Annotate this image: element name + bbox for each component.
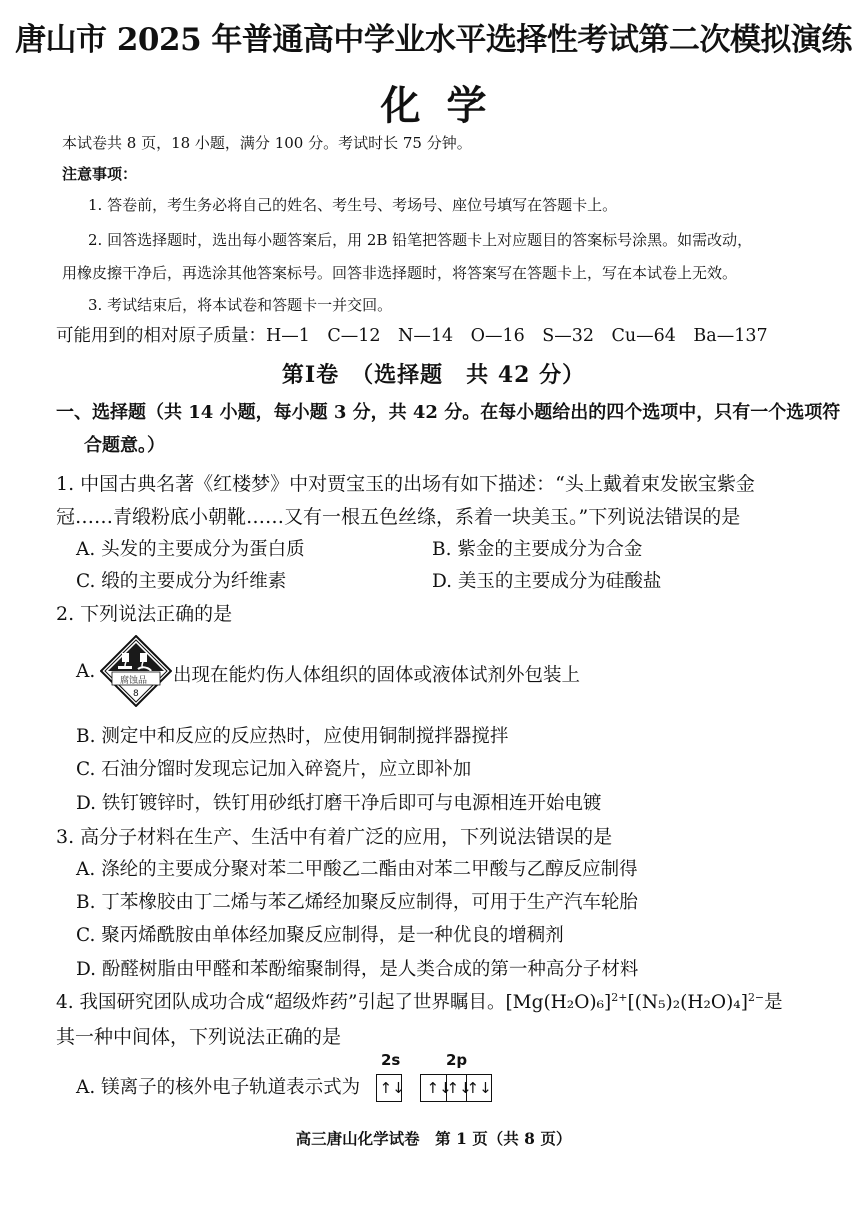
q2-option-a-prefix: A.	[76, 661, 96, 682]
q4-stem-line1	[56, 988, 783, 1014]
q4-stem-text: 4. 我国研究团队成功合成“超级炸药”引起了世界瞩目。	[56, 992, 506, 1013]
q4-charge-2: 2−	[747, 990, 765, 1004]
note-2: 2. 回答选择题时，选出每小题答案后，用 2B 铅笔把答题卡上对应题目的答案标号涂黑。如需改动，	[88, 231, 753, 249]
orbital-2s-label: 2s	[381, 1051, 401, 1069]
q4-stem-line2: 其一种中间体，下列说法正确的是	[56, 1026, 342, 1048]
q4-formula-1: [Mg(H₂O)₆]	[505, 992, 612, 1013]
orbital-2p-electrons-2: ↑↓	[446, 1075, 466, 1101]
orbital-2p-box	[420, 1074, 492, 1102]
q3-option-c: C. 聚丙烯酰胺由单体经加聚反应制得，是一种优良的增稠剂	[76, 925, 564, 946]
hazard-number: 8	[133, 689, 139, 699]
orbital-2s-box	[376, 1074, 405, 1102]
note-2-cont: 用橡皮擦干净后，再选涂其他答案标号。回答非选择题时，将答案写在答题卡上，写在本试卷上无效。	[62, 264, 738, 282]
q2-option-a-text: 出现在能灼伤人体组织的固体或液体试剂外包装上	[173, 665, 581, 686]
q1-stem-line1: 1. 中国古典名著《红楼梦》中对贾宝玉的出场有如下描述：“头上戴着束发嵌宝紫金	[56, 473, 755, 495]
q2-stem: 2. 下列说法正确的是	[56, 603, 233, 625]
q4-stem-tail: 是	[764, 992, 783, 1013]
section-heading: 第Ⅰ卷 （选择题 共 42 分）	[281, 362, 586, 388]
notes-title: 注意事项：	[62, 165, 138, 183]
q1-option-d: D. 美玉的主要成分为硅酸盐	[432, 571, 662, 592]
orbital-2p-label: 2p	[446, 1051, 468, 1069]
orbital-2p-electrons-1: ↑↓	[426, 1079, 452, 1097]
q2-option-b: B. 测定中和反应的反应热时，应使用铜制搅拌器搅拌	[76, 726, 509, 747]
q3-option-d: D. 酚醛树脂由甲醛和苯酚缩聚制得，是人类合成的第一种高分子材料	[76, 959, 639, 980]
q4-option-a-text: A. 镁离子的核外电子轨道表示式为	[76, 1077, 361, 1098]
exam-title: 唐山市 2025 年普通高中学业水平选择性考试第二次模拟演练	[15, 22, 852, 58]
atomic-masses: 可能用到的相对原子质量：H—1 C—12 N—14 O—16 S—32 Cu—64 Ba—137	[56, 326, 768, 346]
q4-charge-1: 2+	[611, 990, 628, 1004]
note-3: 3. 考试结束后，将本试卷和答题卡一并交回。	[88, 296, 393, 314]
section-instruction-2: 合题意。）	[84, 435, 165, 456]
q1-option-a: A. 头发的主要成分为蛋白质	[76, 539, 305, 560]
section-instruction-1: 一、选择题（共 14 小题，每小题 3 分，共 42 分。在每小题给出的四个选项中，只有一个选项符	[56, 402, 841, 423]
orbital-2p-electrons-3: ↑↓	[466, 1075, 486, 1101]
page-footer: 高三唐山化学试卷 第 1 页（共 8 页）	[295, 1129, 572, 1148]
q3-stem: 3. 高分子材料在生产、生活中有着广泛的应用，下列说法错误的是	[56, 826, 613, 848]
hazard-label: 腐蚀品	[120, 676, 148, 686]
q4-formula-2: [(N₅)₂(H₂O)₄]	[627, 992, 748, 1013]
note-1: 1. 答卷前，考生务必将自己的姓名、考生号、考场号、座位号填写在答题卡上。	[88, 196, 618, 214]
subject-title: 化学	[380, 82, 513, 129]
q3-option-a: A. 涤纶的主要成分聚对苯二甲酸乙二酯由对苯二甲酸与乙醇反应制得	[76, 859, 638, 880]
q2-option-c: C. 石油分馏时发现忘记加入碎瓷片，应立即补加	[76, 759, 472, 780]
q1-stem-line2: 冠……青缎粉底小朝靴……又有一根五色丝绦，系着一块美玉。”下列说法错误的是	[56, 506, 741, 528]
orbital-2s-electrons: ↑↓	[379, 1079, 405, 1097]
corrosive-hazard-icon	[100, 635, 172, 707]
exam-info-line: 本试卷共 8 页，18 小题，满分 100 分。考试时长 75 分钟。	[62, 134, 472, 152]
q3-option-b: B. 丁苯橡胶由丁二烯与苯乙烯经加聚反应制得，可用于生产汽车轮胎	[76, 892, 638, 913]
q2-option-d: D. 铁钉镀锌时，铁钉用砂纸打磨干净后即可与电源相连开始电镀	[76, 793, 602, 814]
q1-option-b: B. 紫金的主要成分为合金	[432, 539, 643, 560]
q1-option-c: C. 缎的主要成分为纤维素	[76, 571, 287, 592]
